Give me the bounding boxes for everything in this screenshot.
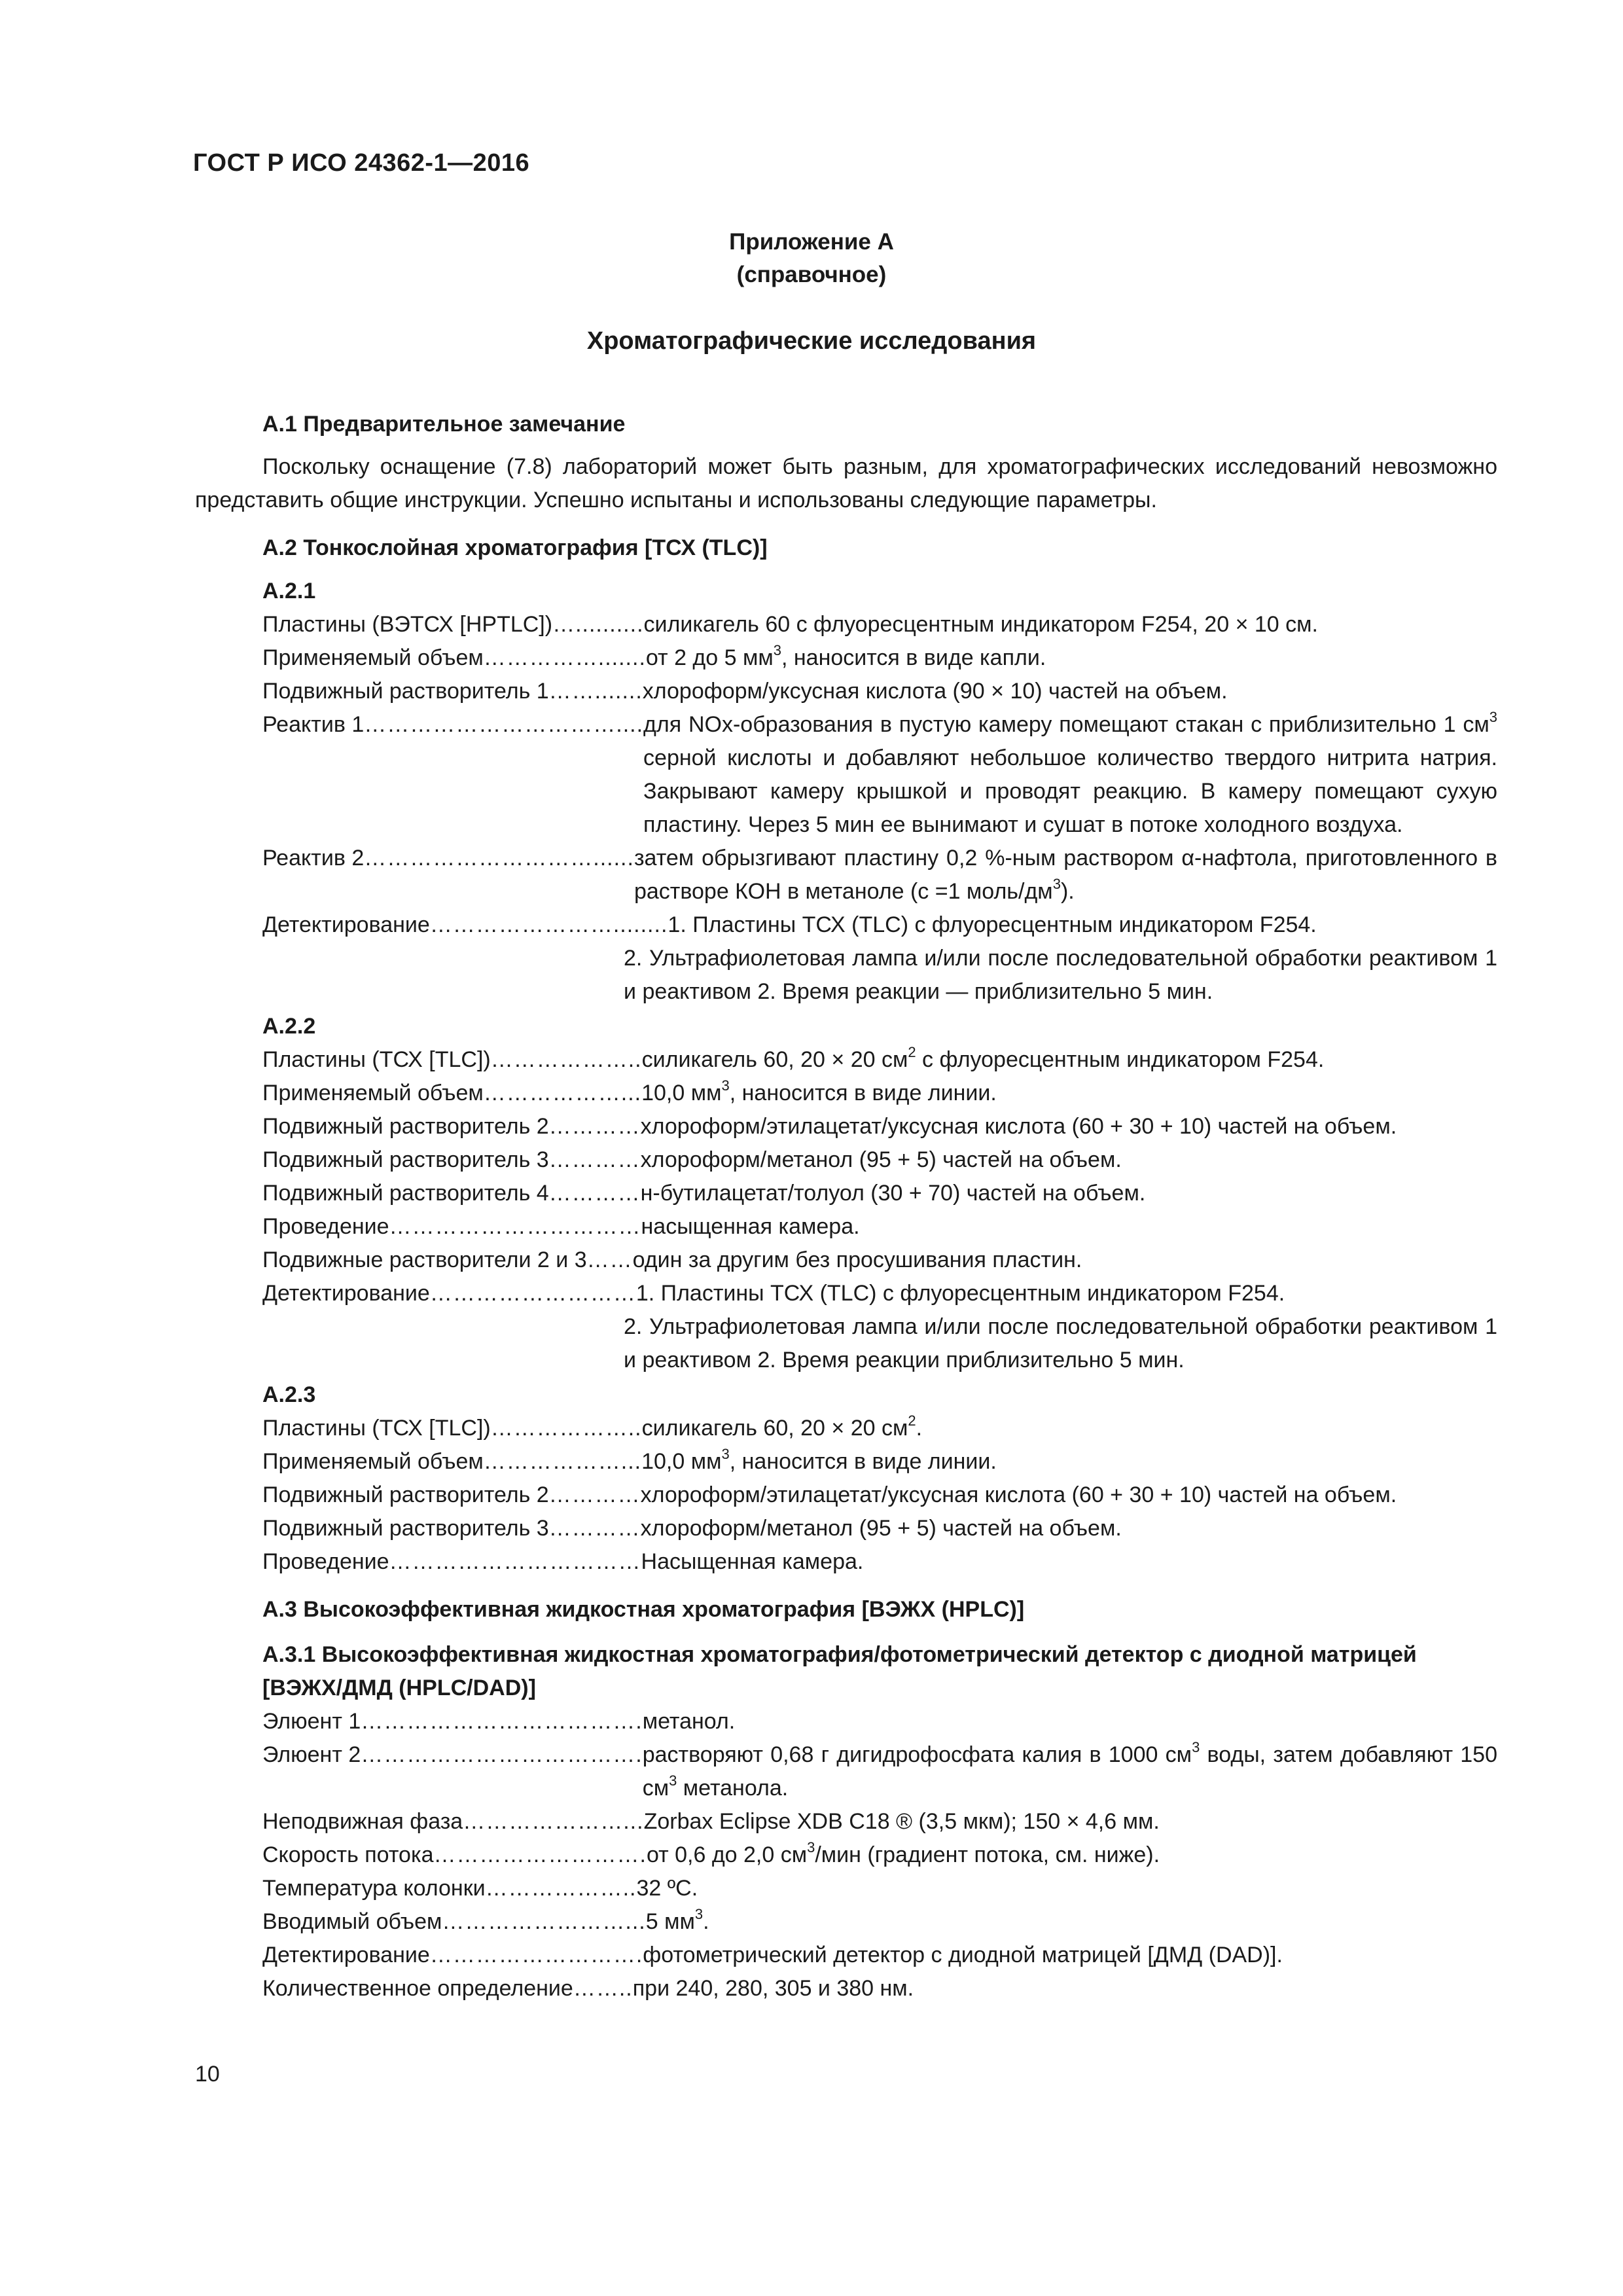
param-label (195, 1310, 624, 1377)
subsection-heading-a31: А.3.1 Высокоэффективная жидкостная хроматография/фотометрический детектор с диодной матрицей [ВЭЖХ/ДМД (HPLC/DAD)] (262, 1642, 1417, 1700)
param-value: от 2 до 5 $мм^3$, наносится в виде капли. (645, 641, 1046, 670)
annex-name: Хроматографические исследования (586, 327, 1037, 355)
param-value: Насыщенная камера. (641, 1549, 864, 1574)
param-value: силикагель 60, 20 × 20 $см^2$. (641, 1412, 923, 1441)
dot-leader: ………… (548, 1114, 641, 1139)
dot-leader: ………………………………. (361, 1742, 643, 1767)
param-label: Подвижный растворитель 4………… (262, 1181, 641, 1206)
param-label: Применяемый объем……………....... (262, 645, 646, 670)
param-row (195, 1310, 1497, 1377)
subsection-heading-a23: А.2.3 (262, 1382, 316, 1407)
param-label: Детектирование……………………........ (262, 912, 668, 937)
param-value: хлороформ/этилацетат/уксусная кислота (60 + 30 + 10) частей на объем. (640, 1482, 1397, 1507)
dot-leader: …………………... (463, 1809, 644, 1834)
param-row (195, 1512, 1497, 1545)
dot-leader: …….. (573, 1976, 633, 2001)
dot-leader: ……………….. (490, 1047, 642, 1072)
param-label: Подвижный растворитель 2………… (262, 1114, 641, 1139)
annex-title: Приложение А (729, 229, 894, 255)
param-list-a21 (195, 608, 1497, 1009)
param-row (195, 675, 1497, 708)
param-value: 10,0 $мм^3$, наносится в виде линии. (641, 1445, 997, 1474)
section-heading-a1: А.1 Предварительное замечание (262, 412, 626, 437)
param-row (195, 1143, 1497, 1177)
dot-leader: ………………... (483, 1449, 642, 1474)
param-row (195, 1705, 1497, 1738)
param-value: 2. Ультрафиолетовая лампа и/или после последовательной обработки реактивом 1 и реактивом 2. Время реакции — приблизительно 5 мин. (624, 946, 1497, 1004)
param-row (195, 1479, 1497, 1512)
param-label: Элюент 2………………………………. (262, 1742, 643, 1767)
dot-leader: ………… (548, 1516, 641, 1541)
param-row (195, 942, 1497, 1009)
param-list-a22 (195, 1043, 1497, 1377)
paragraph-a1: Поскольку оснащение (7.8) лабораторий может быть разным, для хроматографических исследований невозможно представить общие инструкции. Успешно испытаны и использованы следующие параметры. (195, 454, 1497, 512)
param-row (195, 1210, 1497, 1244)
param-label: Применяемый объем………………... (262, 1449, 642, 1474)
section-heading-a2: А.2 Тонкослойная хроматография [ТСХ (TLC)] (262, 535, 768, 560)
param-label: Проведение…………………………… (262, 1214, 641, 1239)
param-label: Неподвижная фаза…………………... (262, 1809, 644, 1834)
dot-leader: …………………………… (389, 1214, 641, 1239)
param-label: Подвижный растворитель 2………… (262, 1482, 641, 1507)
param-label: Проведение…………………………… (262, 1549, 641, 1574)
param-list-a23 (195, 1412, 1497, 1579)
param-value: силикагель 60 с флуоресцентным индикатором F254, 20 × 10 см. (643, 612, 1318, 637)
dot-leader: ………………………. (433, 1842, 647, 1867)
dot-leader: ………………………. (429, 1943, 643, 1967)
dot-leader: ………… (548, 1482, 641, 1507)
subsection-heading-a22: А.2.2 (262, 1014, 316, 1039)
param-value: н-бутилацетат/толуол (30 + 70) частей на объем. (640, 1181, 1146, 1206)
document-code: ГОСТ Р ИСО 24362-1—2016 (193, 149, 530, 177)
param-row (195, 1545, 1497, 1579)
param-label: Детектирование……………………… (262, 1281, 636, 1306)
param-row (195, 908, 1497, 942)
param-value: 1. Пластины ТСХ (TLC) с флуоресцентным индикатором F254. (668, 912, 1317, 937)
param-label: Подвижные растворители 2 и 3…… (262, 1247, 633, 1272)
param-row (195, 1972, 1497, 2005)
dot-leader: ……………………........ (429, 912, 668, 937)
dot-leader: …………………………… (389, 1549, 641, 1574)
annex-status: (справочное) (736, 262, 887, 287)
param-label: Элюент 1………………………………. (262, 1709, 643, 1734)
param-value: 32 ºС. (636, 1876, 698, 1901)
param-value: хлороформ/этилацетат/уксусная кислота (60 + 30 + 10) частей на объем. (640, 1114, 1397, 1139)
param-label: Применяемый объем………………... (262, 1081, 642, 1105)
param-row (195, 1839, 1497, 1872)
param-value: хлороформ/уксусная кислота (90 × 10) частей на объем. (642, 679, 1228, 704)
param-label: Реактив 2…………………………...... (262, 846, 634, 870)
param-row (195, 608, 1497, 641)
param-value: от 0,6 до 2,0 $см^3$/мин (градиент потока, см. ниже). (646, 1839, 1160, 1867)
param-row (195, 1872, 1497, 1905)
param-label: Детектирование………………………. (262, 1943, 643, 1967)
param-row (195, 1905, 1497, 1939)
param-value: затем обрызгивают пластину 0,2 %-ным раствором α-нафтола, приготовленного в растворе КОН в метаноле (с =1 моль/$дм^3$). (633, 846, 1497, 904)
param-value: 2. Ультрафиолетовая лампа и/или после последовательной обработки реактивом 1 и реактивом 2. Время реакции приблизительно 5 мин. (624, 1314, 1497, 1372)
param-value: 1. Пластины ТСХ (TLC) с флуоресцентным индикатором F254. (635, 1281, 1285, 1306)
dot-leader: ……………....... (483, 645, 646, 670)
dot-leader: ……………………… (429, 1281, 636, 1306)
param-label (195, 942, 624, 1009)
dot-leader: ………………………………. (361, 1709, 643, 1734)
param-row (195, 842, 1497, 908)
param-label: Реактив 1…………………………….... (262, 712, 644, 737)
param-value: хлороформ/метанол (95 + 5) частей на объем. (640, 1516, 1122, 1541)
param-label: Пластины (ВЭТСХ [HPTLC])….......... (262, 612, 644, 637)
dot-leader: ……....... (548, 679, 643, 704)
dot-leader: ……………….. (485, 1876, 637, 1901)
param-label: Пластины (ТСХ [TLC])……………….. (262, 1047, 642, 1072)
param-row (195, 1110, 1497, 1143)
dot-leader: …………………………...... (364, 846, 634, 870)
dot-leader: …… (586, 1247, 633, 1272)
param-row (195, 641, 1497, 675)
param-label: Вводимый объем……………………... (262, 1909, 646, 1934)
dot-leader: ….......... (552, 612, 644, 637)
section-heading-a3: А.3 Высокоэффективная жидкостная хроматография [ВЭЖХ (HPLC)] (262, 1597, 1025, 1622)
param-value: один за другим без просушивания пластин. (632, 1247, 1082, 1272)
param-row (195, 1277, 1497, 1310)
param-value: растворяют 0,68 г дигидрофосфата калия в 1000 $см^3$ воды, затем добавляют 150 $см^3$ метанола. (642, 1738, 1497, 1801)
dot-leader: ………… (548, 1181, 641, 1206)
param-value: хлороформ/метанол (95 + 5) частей на объем. (640, 1147, 1122, 1172)
dot-leader: ……………….. (490, 1416, 642, 1441)
document-body (195, 408, 1497, 2005)
param-row (195, 1177, 1497, 1210)
dot-leader: …………………………….... (364, 712, 644, 737)
param-value: 5 $мм^3$. (645, 1905, 709, 1934)
param-value: при 240, 280, 305 и 380 нм. (632, 1976, 914, 2001)
param-list-a31 (195, 1705, 1497, 2005)
param-label: Пластины (ТСХ [TLC])……………….. (262, 1416, 642, 1441)
param-row (195, 1244, 1497, 1277)
param-row (195, 1805, 1497, 1839)
param-row (195, 708, 1497, 842)
dot-leader: ………… (548, 1147, 641, 1172)
param-row (195, 1738, 1497, 1805)
param-value: силикагель 60, 20 × 20 $см^2$ с флуоресцентным индикатором F254. (641, 1043, 1325, 1072)
param-value: 10,0 $мм^3$, наносится в виде линии. (641, 1077, 997, 1105)
param-label: Количественное определение…….. (262, 1976, 633, 2001)
param-label: Подвижный растворитель 3………… (262, 1516, 641, 1541)
param-value: метанол. (642, 1709, 736, 1734)
param-row (195, 1445, 1497, 1479)
param-row (195, 1043, 1497, 1077)
annex-heading (0, 226, 1623, 291)
page-number: 10 (195, 2062, 220, 2087)
param-value: для NOx-образования в пустую камеру помещают стакан с приблизительно 1 $см^3$ серной кислоты и добавляют небольшое количество твердого нитрита натрия. Закрывают камеру крышкой и проводят реакцию. В камеру помещают сухую пластину. Через 5 мин ее вынимают и сушат в потоке холодного воздуха. (643, 708, 1497, 837)
dot-leader: ………………... (483, 1081, 642, 1105)
param-label: Скорость потока………………………. (262, 1842, 647, 1867)
param-label: Подвижный растворитель 1……....... (262, 679, 643, 704)
dot-leader: ……………………... (442, 1909, 646, 1934)
param-row (195, 1077, 1497, 1110)
param-label: Температура колонки……………….. (262, 1876, 637, 1901)
param-row (195, 1412, 1497, 1445)
param-row (195, 1939, 1497, 1972)
param-label: Подвижный растворитель 3………… (262, 1147, 641, 1172)
param-value: фотометрический детектор с диодной матрицей [ДМД (DAD)]. (643, 1943, 1283, 1967)
param-value: Zorbax Eclipse XDB C18 ® (3,5 мкм); 150 × 4,6 мм. (643, 1809, 1160, 1834)
subsection-heading-a21: А.2.1 (262, 579, 316, 603)
param-value: насыщенная камера. (641, 1214, 860, 1239)
